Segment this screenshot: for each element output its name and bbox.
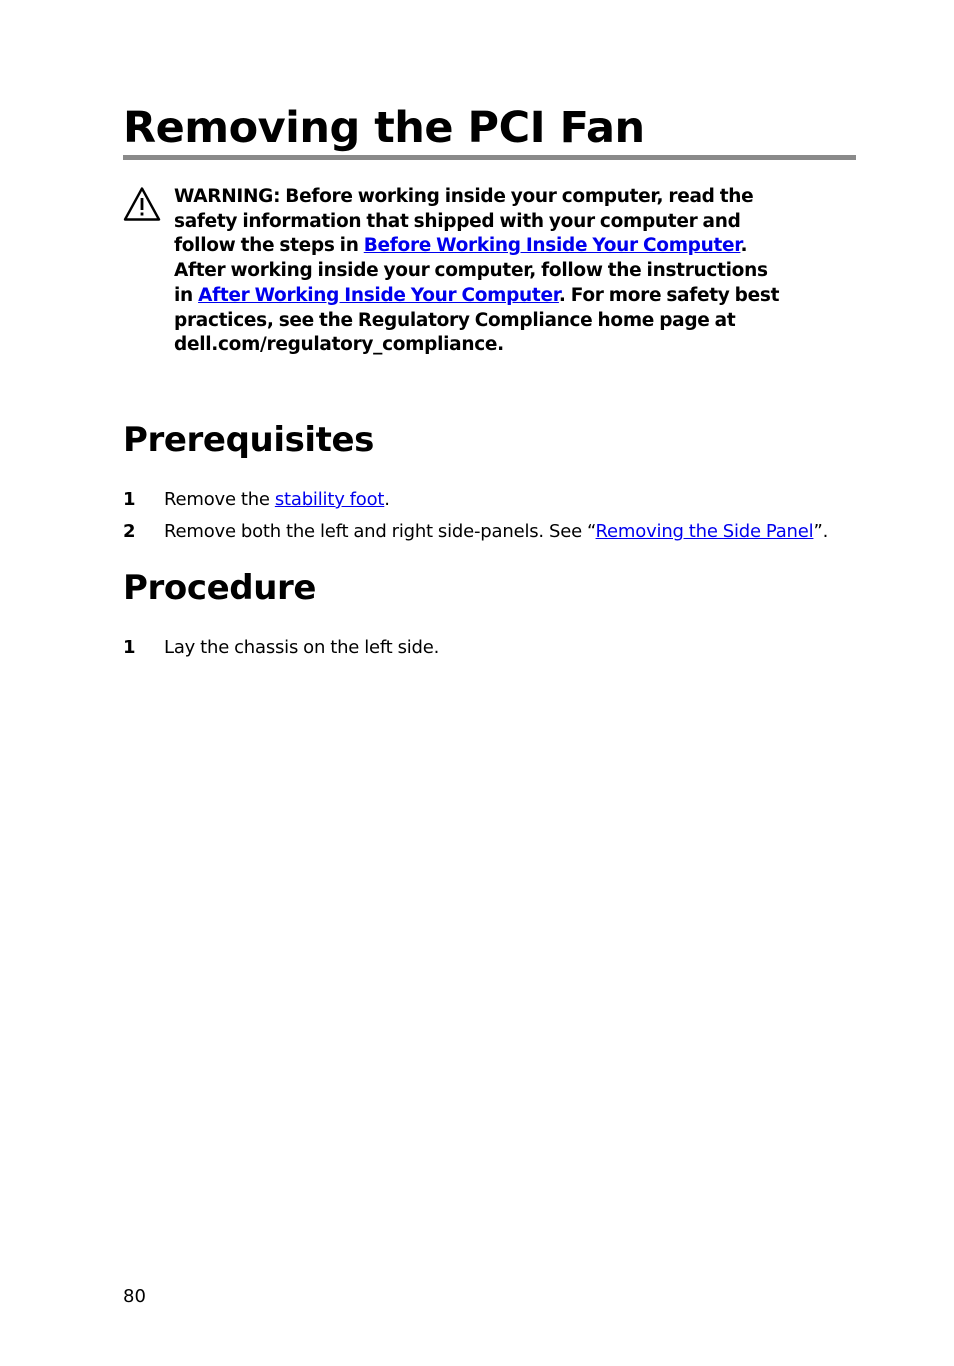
title-divider xyxy=(123,155,856,160)
warning-text-segment: . For more safety best xyxy=(558,284,780,306)
prerequisites-list xyxy=(123,484,856,548)
list-item xyxy=(123,632,856,664)
removing-side-panel-link[interactable]: Removing the Side Panel xyxy=(595,521,814,542)
step-text-segment: . xyxy=(384,489,390,510)
step-text xyxy=(164,484,390,516)
procedure-heading: Procedure xyxy=(123,568,317,608)
step-number: 2 xyxy=(123,521,136,542)
warning-line: safety information that shipped with your computer and xyxy=(174,210,741,232)
warning-triangle-icon xyxy=(123,186,161,222)
warning-line: WARNING: Before working inside your computer, read the xyxy=(174,186,754,207)
page-number: 80 xyxy=(123,1286,146,1307)
warning-line: dell.com/regulatory_compliance. xyxy=(174,334,504,356)
warning-text-segment: in xyxy=(174,284,199,306)
step-text-segment: ”. xyxy=(813,521,829,542)
step-number: 1 xyxy=(123,637,136,658)
warning-line xyxy=(174,284,864,309)
stability-foot-link[interactable]: stability foot xyxy=(274,489,385,510)
before-working-link[interactable]: Before Working Inside Your Computer xyxy=(363,235,741,257)
step-text-segment: Remove both the left and right side-panels. See “ xyxy=(164,521,596,542)
step-text-segment: Remove the xyxy=(164,489,275,510)
warning-line: After working inside your computer, follow the instructions xyxy=(174,260,768,282)
procedure-list xyxy=(123,632,856,664)
warning-text-segment: . xyxy=(740,235,748,257)
step-text xyxy=(164,516,828,548)
list-item xyxy=(123,516,856,548)
prerequisites-heading: Prerequisites xyxy=(123,420,375,460)
warning-line xyxy=(174,234,864,259)
warning-text-segment: follow the steps in xyxy=(174,235,364,257)
warning-line: practices, see the Regulatory Compliance home page at xyxy=(174,309,736,331)
step-text: Lay the chassis on the left side. xyxy=(164,637,440,658)
list-item xyxy=(123,484,856,516)
page-title: Removing the PCI Fan xyxy=(123,103,645,153)
document-page xyxy=(123,0,856,1366)
step-number: 1 xyxy=(123,489,136,510)
warning-notice xyxy=(174,185,864,358)
after-working-link[interactable]: After Working Inside Your Computer xyxy=(198,284,559,306)
